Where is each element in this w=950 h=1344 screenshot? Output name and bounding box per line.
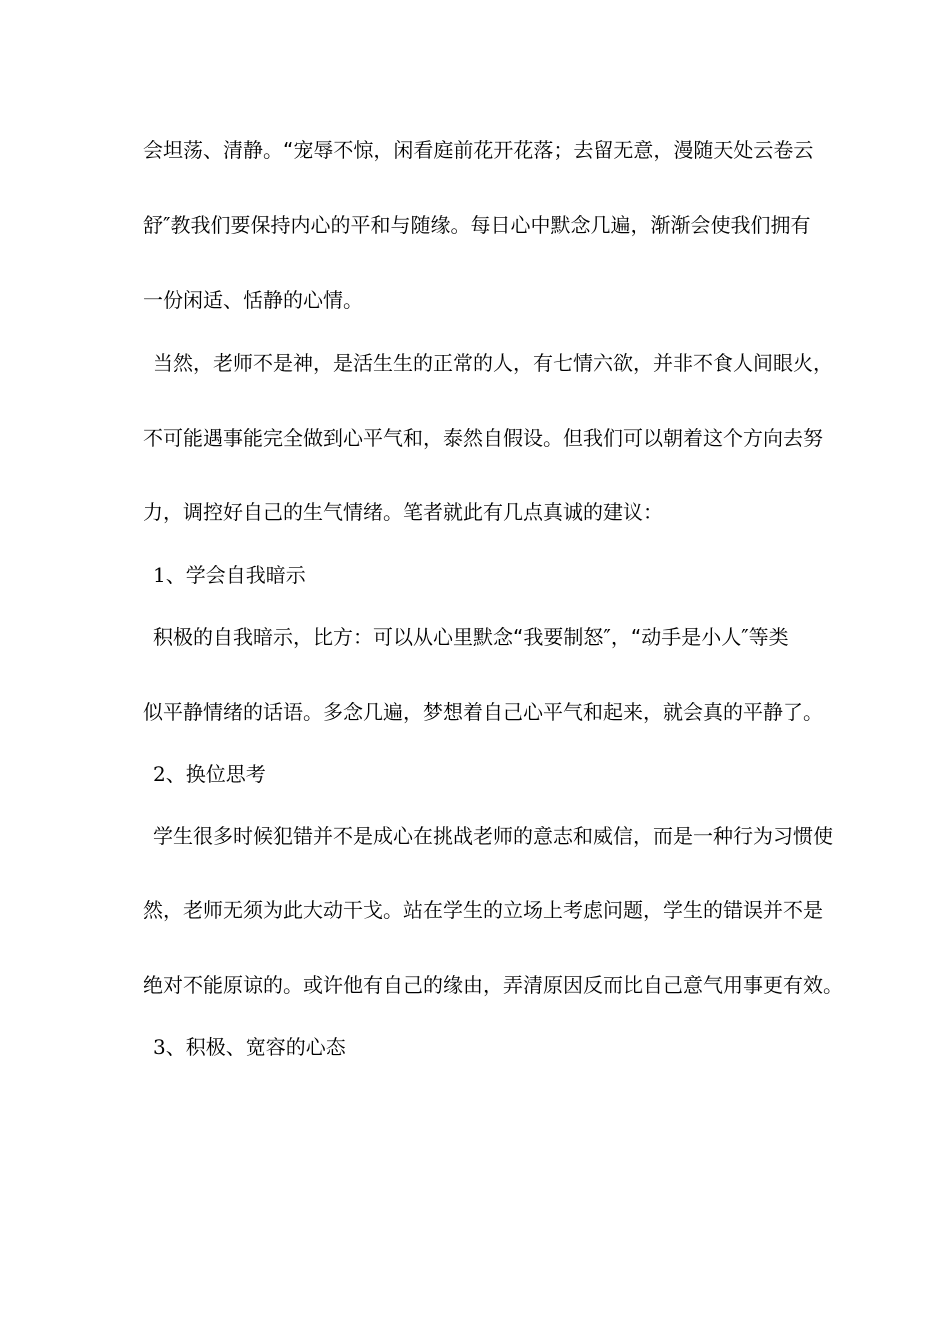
section-title: 、换位思考 xyxy=(165,762,266,786)
paragraph-line: 积极的自我暗示，比方：可以从心里默念“我要制怒″，“动手是小人″等类 xyxy=(153,625,789,649)
paragraph-line: 不可能遇事能完全做到心平气和，泰然自假设。但我们可以朝着这个方向去努 xyxy=(143,426,823,450)
paragraph-line: 力，调控好自己的生气情绪。笔者就此有几点真诚的建议： xyxy=(143,500,663,524)
paragraph-line: 学生很多时候犯错并不是成心在挑战老师的意志和威信，而是一种行为习惯使 xyxy=(153,824,833,848)
section-heading-2 xyxy=(153,761,823,787)
section-number: 2 xyxy=(153,762,166,786)
paragraph-line: 一份闲适、恬静的心情。 xyxy=(143,288,363,312)
section-title: 、积极、宽容的心态 xyxy=(165,1035,346,1059)
paragraph-line: 会坦荡、清静。“宠辱不惊，闲看庭前花开花落；去留无意，漫随天处云卷云 xyxy=(143,138,814,162)
section-number: 3 xyxy=(153,1035,166,1059)
section-number: 1 xyxy=(153,563,166,587)
paragraph-line: 然，老师无须为此大动干戈。站在学生的立场上考虑问题，学生的错误并不是 xyxy=(143,898,823,922)
section-title: 、学会自我暗示 xyxy=(165,563,306,587)
section-heading-1 xyxy=(153,562,823,588)
paragraph-line: 绝对不能原谅的。或许他有自己的缘由，弄清原因反而比自己意气用事更有效。 xyxy=(143,973,843,997)
paragraph-line: 舒″教我们要保持内心的平和与随缘。每日心中默念几遍，渐渐会使我们拥有 xyxy=(143,213,811,237)
section-heading-3 xyxy=(153,1034,823,1060)
paragraph-line: 当然，老师不是神，是活生生的正常的人，有七情六欲，并非不食人间眼火， xyxy=(153,351,833,375)
paragraph-line: 似平静情绪的话语。多念几遍，梦想着自己心平气和起来，就会真的平静了。 xyxy=(143,700,823,724)
